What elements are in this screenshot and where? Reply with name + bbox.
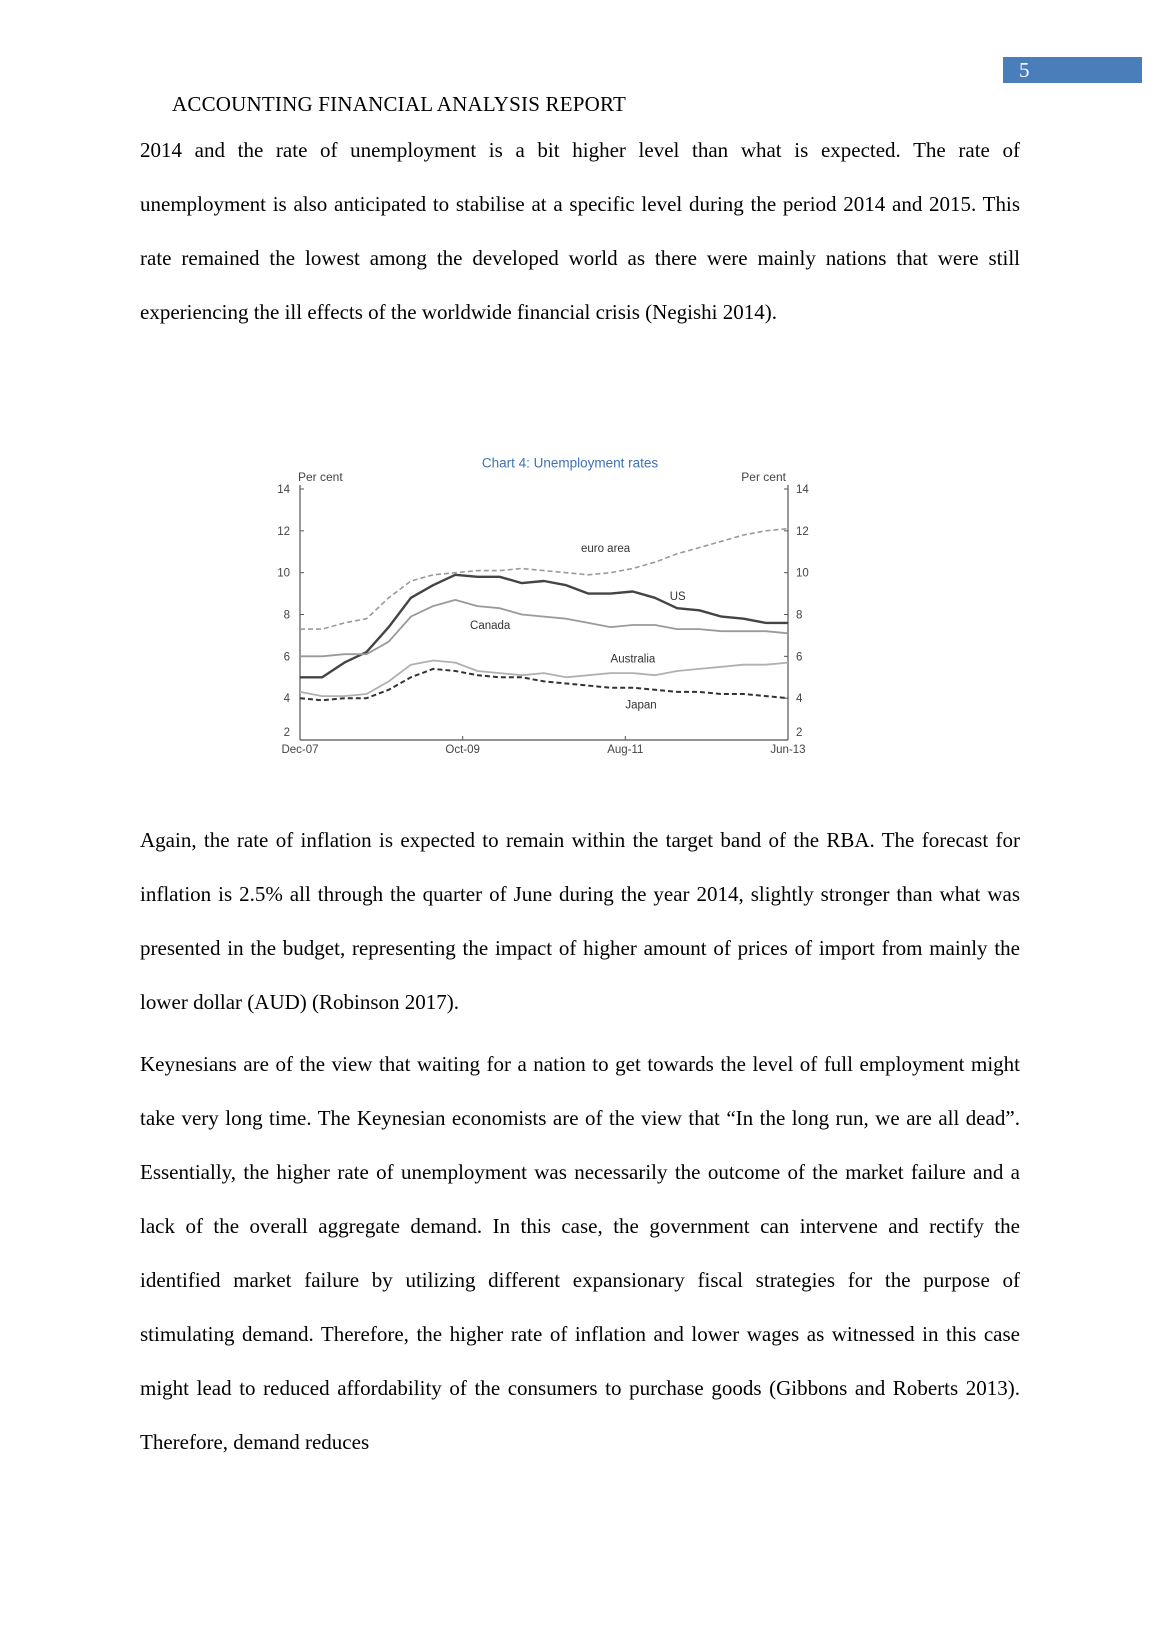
y-tick-label-left: 14 bbox=[277, 484, 290, 496]
x-tick-label: Dec-07 bbox=[281, 744, 319, 756]
series-line-us bbox=[300, 575, 788, 678]
series-label-us: US bbox=[669, 590, 686, 603]
paragraph-3: Keynesians are of the view that waiting for a nation to get towards the level of full employment might take very long time. The Keynesian economists are of the view that “In the long run, we are all dead”. Essentially, the higher rate of unemployment was necessarily the outcome of the market failure and a lack of the overall aggregate demand. In this case, the government can intervene and rectify the identified market failure by utilizing different expansionary fiscal strategies for the purpose of stimulating demand. Therefore, the higher rate of inflation and lower wages as witnessed in this case might lead to reduced affordability of the consumers to purchase goods (Gibbons and Roberts 2013). Therefore, demand reduces bbox=[140, 1052, 1020, 1454]
y-tick-label-right: 4 bbox=[796, 693, 803, 706]
series-label-canada: Canada bbox=[470, 620, 511, 633]
y-axis-label-right: Per cent bbox=[741, 470, 786, 484]
running-header: ACCOUNTING FINANCIAL ANALYSIS REPORT bbox=[172, 92, 626, 116]
paragraph-1: 2014 and the rate of unemployment is a bit higher level than what is expected. The rate of unemployment is also anticipated to stabilise at a specific level during the period 2014 and 2015. This rate remained the lowest among the developed world as there were mainly nations that were still experiencing the ill effects of the worldwide financial crisis (Negishi 2014). bbox=[140, 138, 1020, 324]
page-number: 5 bbox=[1003, 57, 1142, 83]
y-tick-label-right: 12 bbox=[796, 525, 809, 538]
y-tick-label-left: 6 bbox=[283, 651, 290, 664]
y-tick-label-left: 8 bbox=[283, 609, 290, 622]
series-label-australia: Australia bbox=[610, 653, 656, 666]
y-axis-label-left: Per cent bbox=[298, 470, 343, 484]
series-label-japan: Japan bbox=[625, 699, 657, 712]
unemployment-chart bbox=[270, 455, 870, 810]
x-tick-label: Oct-09 bbox=[445, 744, 480, 756]
y-tick-label-left: 2 bbox=[283, 727, 290, 739]
y-tick-label-right: 10 bbox=[796, 567, 809, 580]
y-tick-label-left: 12 bbox=[277, 525, 290, 538]
y-tick-label-right: 14 bbox=[796, 484, 809, 496]
paragraph-2: Again, the rate of inflation is expected to remain within the target band of the RBA. The forecast for inflation is 2.5% all through the quarter of June during the year 2014, slightly stronger than what was presented in the budget, representing the impact of higher amount of prices of import from mainly the lower dollar (AUD) (Robinson 2017). bbox=[140, 828, 1020, 1014]
x-tick-label: Aug-11 bbox=[607, 744, 644, 756]
y-tick-label-left: 4 bbox=[283, 693, 290, 706]
chart-title: Chart 4: Unemployment rates bbox=[481, 455, 659, 471]
y-tick-label-right: 2 bbox=[796, 727, 803, 739]
y-tick-label-right: 6 bbox=[796, 651, 803, 664]
series-line-canada bbox=[300, 600, 788, 656]
x-tick-label: Jun-13 bbox=[770, 744, 806, 756]
y-tick-label-left: 10 bbox=[277, 567, 290, 580]
y-tick-label-right: 8 bbox=[796, 609, 803, 622]
series-line-australia bbox=[300, 661, 788, 697]
series-label-euro-area: euro area bbox=[580, 542, 631, 555]
